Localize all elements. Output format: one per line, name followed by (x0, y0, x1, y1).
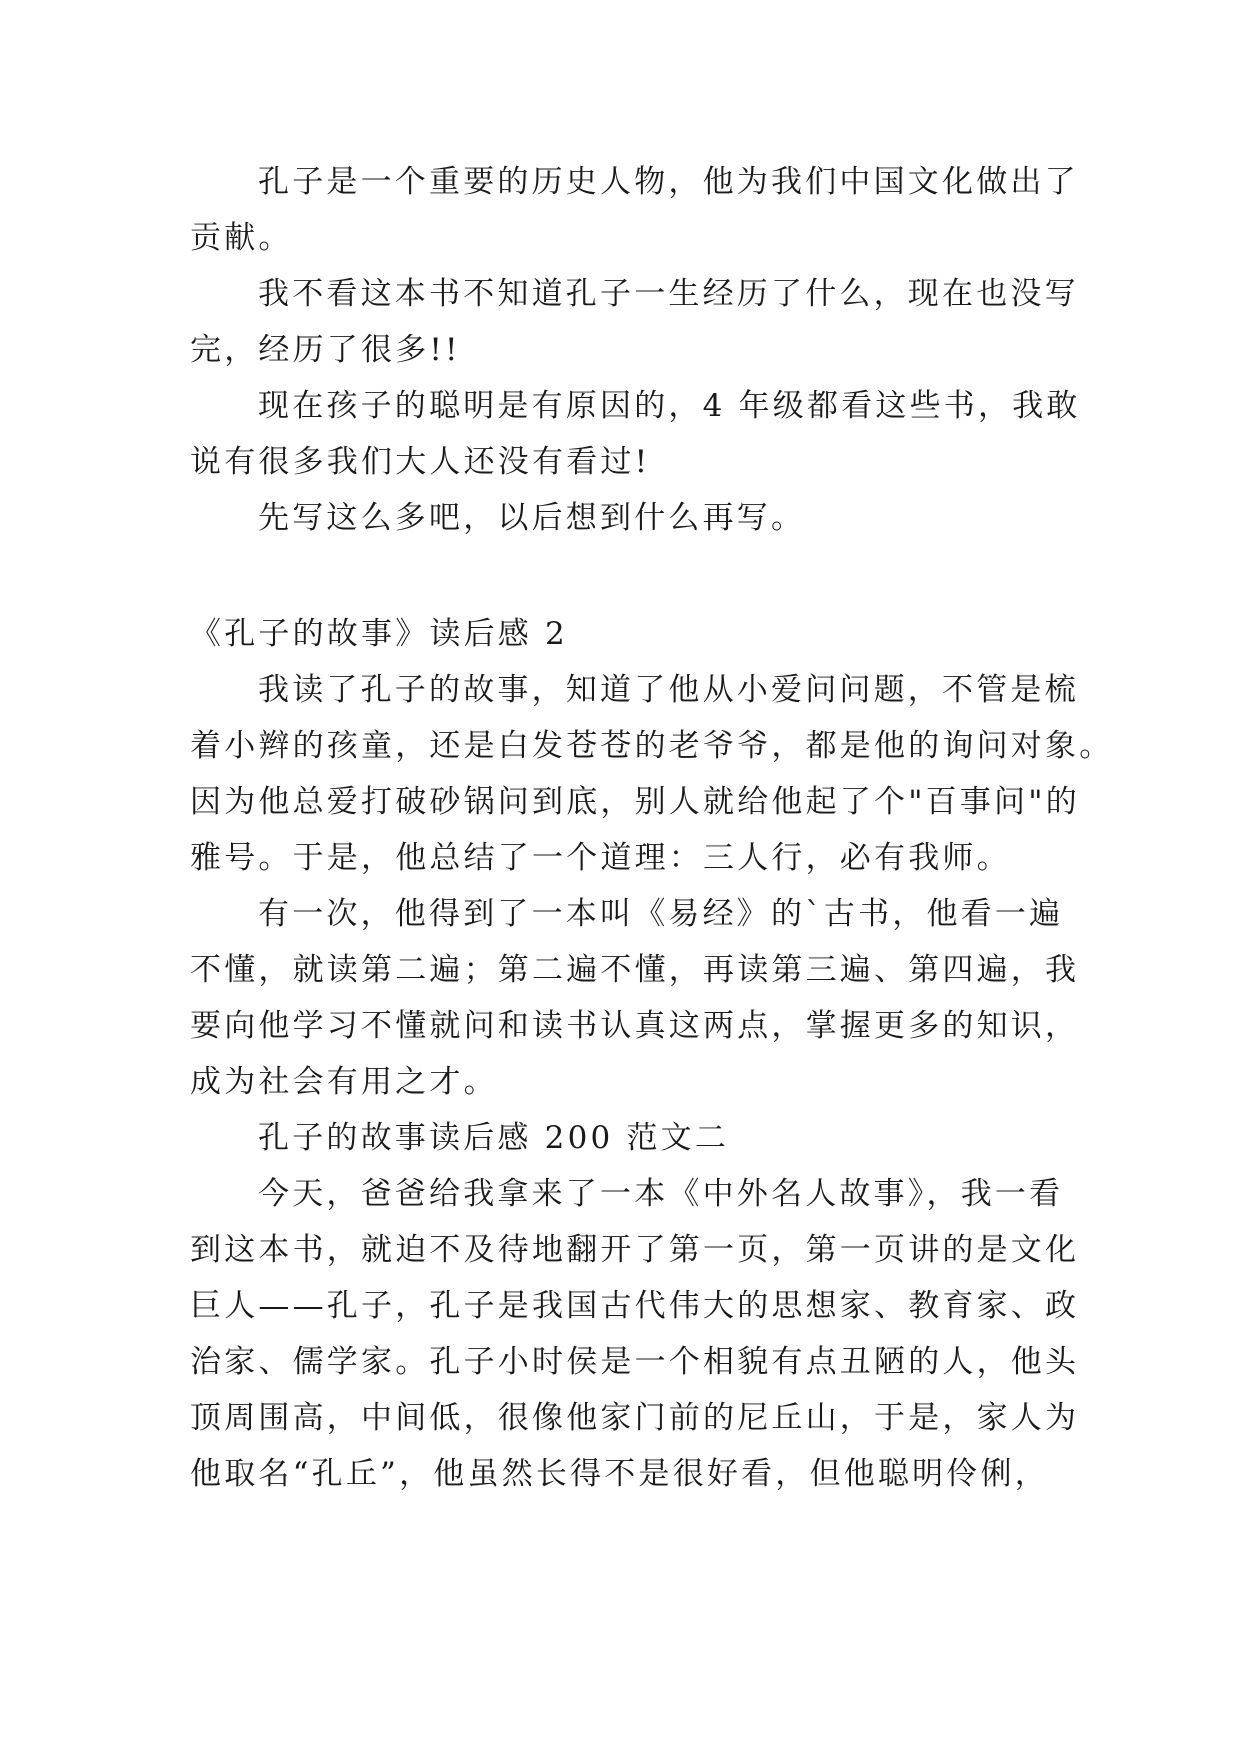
paragraph-line: 成为社会有用之才。 (190, 1064, 498, 1100)
paragraph-line: 不懂，就读第二遍；第二遍不懂，再读第三遍、第四遍，我 (190, 952, 1080, 988)
paragraph-line: 到这本书，就迫不及待地翻开了第一页，第一页讲的是文化 (190, 1232, 1080, 1268)
paragraph-line: 因为他总爱打破砂锅问到底，别人就给他起了个"百事问"的 (190, 784, 1080, 820)
paragraph-line: 先写这么多吧，以后想到什么再写。 (258, 500, 806, 536)
paragraph-line: 治家、儒学家。孔子小时侯是一个相貌有点丑陋的人，他头 (190, 1344, 1080, 1380)
paragraph-line: 我读了孔子的故事，知道了他从小爱问问题，不管是梳 (258, 672, 1079, 708)
paragraph-line: 孔子是一个重要的历史人物，他为我们中国文化做出了 (258, 164, 1079, 200)
paragraph-line: 今天，爸爸给我拿来了一本《中外名人故事》，我一看 (258, 1176, 1064, 1212)
paragraph-line: 要向他学习不懂就问和读书认真这两点，掌握更多的知识， (190, 1008, 1080, 1044)
paragraph-line: 他取名“孔丘”，他虽然长得不是很好看，但他聪明伶俐， (190, 1456, 1049, 1492)
paragraph-line: 有一次，他得到了一本叫《易经》的`古书，他看一遍 (258, 896, 1064, 932)
paragraph-line: 着小辫的孩童，还是白发苍苍的老爷爷，都是他的询问对象。 (190, 728, 1114, 764)
paragraph-line: 巨人——孔子，孔子是我国古代伟大的思想家、教育家、政 (190, 1288, 1080, 1324)
paragraph-line: 雅号。于是，他总结了一个道理：三人行，必有我师。 (190, 840, 1011, 876)
section-heading: 《孔子的故事》读后感 2 (190, 616, 568, 652)
paragraph-line: 完，经历了很多!! (190, 332, 461, 368)
section-heading: 孔子的故事读后感 200 范文二 (258, 1120, 730, 1156)
paragraph-line: 现在孩子的聪明是有原因的，4 年级都看这些书，我敢 (258, 388, 1081, 424)
paragraph-line: 贡献。 (190, 220, 293, 256)
paragraph-line: 我不看这本书不知道孔子一生经历了什么，现在也没写 (258, 276, 1079, 312)
paragraph-line: 说有很多我们大人还没有看过! (190, 444, 651, 480)
paragraph-line: 顶周围高，中间低，很像他家门前的尼丘山，于是，家人为 (190, 1400, 1080, 1436)
